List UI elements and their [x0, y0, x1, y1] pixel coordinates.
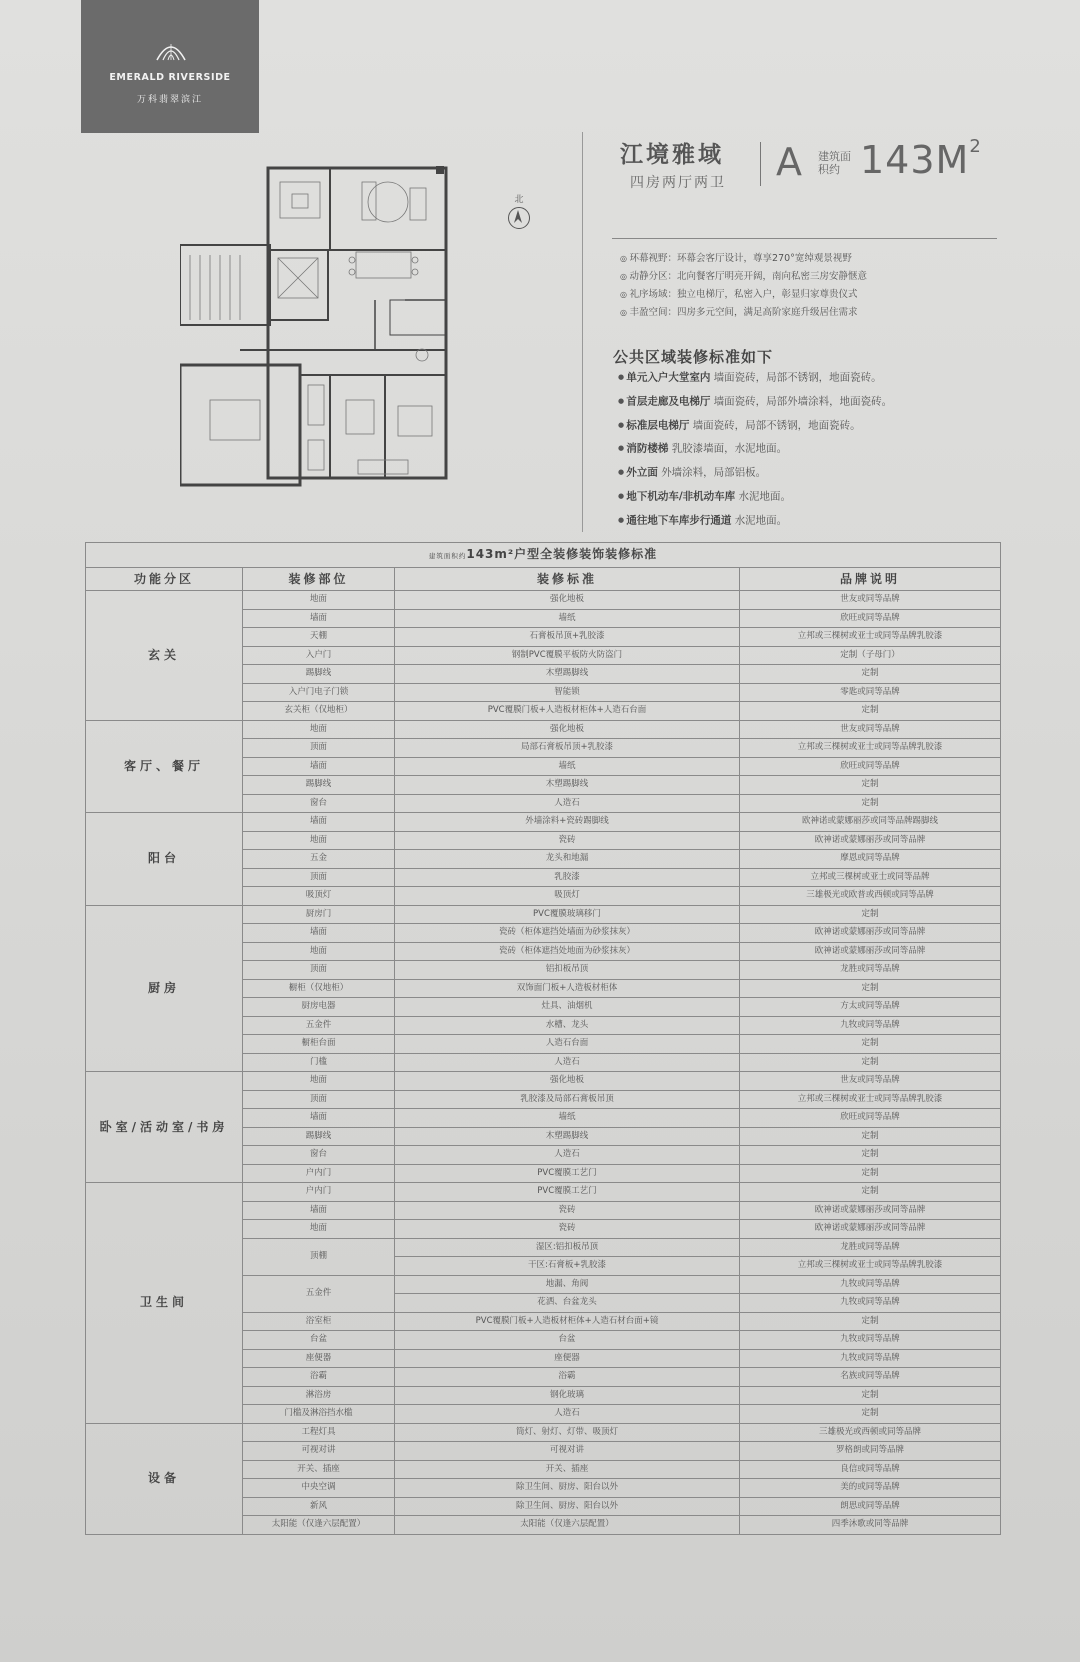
brand-cell: 立邦或三棵树或亚士或同等品牌乳胶漆: [740, 739, 1001, 758]
public-item: ● 首层走廊及电梯厅 墙面瓷砖，局部外墙涂料，地面瓷砖。: [618, 390, 998, 414]
table-caption: [86, 543, 1001, 568]
brand-cell: 欧神诺或蒙娜丽莎或同等品牌: [740, 942, 1001, 961]
part-cell: 入户门: [243, 646, 395, 665]
zone-cell: 卧室/活动室/书房: [86, 1072, 243, 1183]
part-cell: 五金件: [243, 1016, 395, 1035]
standard-cell: 木塑踢脚线: [395, 776, 740, 795]
brand-cell: 定制: [740, 1146, 1001, 1165]
public-item: ● 通往地下车库步行通道 水泥地面。: [618, 509, 998, 533]
standard-cell: 双饰面门板+人造板材柜体: [395, 979, 740, 998]
brand-cell: 名族或同等品牌: [740, 1368, 1001, 1387]
part-cell: 天棚: [243, 628, 395, 647]
part-cell: 地面: [243, 831, 395, 850]
table-row: [86, 905, 1001, 924]
part-cell: 窗台: [243, 794, 395, 813]
standard-cell: 瓷砖: [395, 1220, 740, 1239]
table-row: [86, 1183, 1001, 1202]
part-cell: 顶面: [243, 868, 395, 887]
brand-cell: 摩恩或同等品牌: [740, 850, 1001, 869]
part-cell: 门槛: [243, 1053, 395, 1072]
highlight-item: ◎ 礼序场域：独立电梯厅，私密入户，彰显归家尊贵仪式: [620, 286, 1000, 304]
brand-cell: 定制: [740, 979, 1001, 998]
header-cell: 装修标准: [395, 568, 740, 591]
part-cell: 台盆: [243, 1331, 395, 1350]
brand-cell: 龙胜或同等品牌: [740, 1238, 1001, 1257]
standard-cell: 强化地板: [395, 1072, 740, 1091]
public-area-list: [618, 366, 998, 533]
table-caption-row: [86, 543, 1001, 568]
brand-cell: 欧神诺或蒙娜丽莎或同等品牌: [740, 831, 1001, 850]
divider-vertical: [582, 132, 583, 532]
standard-cell: 浴霸: [395, 1368, 740, 1387]
brand-cell: 零匙或同等品牌: [740, 683, 1001, 702]
part-cell: 厨房电器: [243, 998, 395, 1017]
standard-cell: 强化地板: [395, 720, 740, 739]
brand-cell: 定制: [740, 702, 1001, 721]
brand-cell: 九牧或同等品牌: [740, 1275, 1001, 1294]
standard-cell: 乳胶漆: [395, 868, 740, 887]
part-cell: 地面: [243, 720, 395, 739]
part-cell: 玄关柜（仅地柜）: [243, 702, 395, 721]
part-cell: 地面: [243, 1220, 395, 1239]
part-cell: 开关、插座: [243, 1460, 395, 1479]
part-cell: 顶面: [243, 739, 395, 758]
standard-cell: 瓷砖: [395, 831, 740, 850]
part-cell: 墙面: [243, 924, 395, 943]
brand-cell: 九牧或同等品牌: [740, 1294, 1001, 1313]
header-cell: 装修部位: [243, 568, 395, 591]
brand-cell: 龙胜或同等品牌: [740, 961, 1001, 980]
zone-cell: 玄关: [86, 591, 243, 721]
highlights-list: [620, 250, 1000, 322]
zone-cell: 厨房: [86, 905, 243, 1072]
standard-cell: 除卫生间、厨房、阳台以外: [395, 1497, 740, 1516]
part-cell: 门槛及淋浴挡水槛: [243, 1405, 395, 1424]
unit-type: A: [776, 140, 802, 184]
standard-cell: 瓷砖（柜体遮挡处墙面为砂浆抹灰）: [395, 924, 740, 943]
standard-cell: PVC覆膜工艺门: [395, 1183, 740, 1202]
part-cell: 踢脚线: [243, 776, 395, 795]
standard-cell: 木塑踢脚线: [395, 1127, 740, 1146]
brand-cell: 立邦或三棵树或亚士或同等品牌乳胶漆: [740, 628, 1001, 647]
part-cell: 地面: [243, 942, 395, 961]
standard-cell: 干区:石膏板+乳胶漆: [395, 1257, 740, 1276]
standard-cell: 石膏板吊顶+乳胶漆: [395, 628, 740, 647]
logo-english: EMERALD RIVERSIDE: [109, 72, 231, 83]
standard-cell: 吸顶灯: [395, 887, 740, 906]
brand-cell: 定制: [740, 1053, 1001, 1072]
brand-cell: 定制: [740, 1183, 1001, 1202]
part-cell: 地面: [243, 1072, 395, 1091]
brand-cell: 世友或同等品牌: [740, 591, 1001, 610]
public-item: ● 外立面 外墙涂料，局部铝板。: [618, 461, 998, 485]
part-cell: 橱柜台面: [243, 1035, 395, 1054]
table-row: [86, 591, 1001, 610]
compass: [504, 192, 534, 232]
standard-cell: 木塑踢脚线: [395, 665, 740, 684]
part-cell: 顶棚: [243, 1238, 395, 1275]
decoration-standard-table: [85, 542, 1001, 1535]
standard-cell: 台盆: [395, 1331, 740, 1350]
standard-cell: 人造石: [395, 1146, 740, 1165]
area-unit: 2: [969, 136, 982, 157]
compass-label: 北: [514, 195, 524, 205]
public-item: ● 标准层电梯厅 墙面瓷砖，局部不锈钢，地面瓷砖。: [618, 414, 998, 438]
north-arrow-icon: [508, 207, 530, 229]
part-cell: 橱柜（仅地柜）: [243, 979, 395, 998]
caption-small: 建筑面积约: [428, 551, 467, 560]
standard-cell: 龙头和地漏: [395, 850, 740, 869]
standard-cell: 人造石: [395, 1053, 740, 1072]
standard-cell: 钢化玻璃: [395, 1386, 740, 1405]
brand-cell: 罗格朗或同等品牌: [740, 1442, 1001, 1461]
area-label: 建筑面积约: [818, 150, 851, 176]
brand-cell: 定制: [740, 1312, 1001, 1331]
part-cell: 五金件: [243, 1275, 395, 1312]
logo-mark-icon: [153, 38, 189, 62]
header-cell: 功能分区: [86, 568, 243, 591]
brand-cell: 三雄极光或西顿或同等品牌: [740, 1423, 1001, 1442]
standard-cell: 灶具、油烟机: [395, 998, 740, 1017]
standard-cell: PVC覆膜玻璃移门: [395, 905, 740, 924]
standard-cell: 座便器: [395, 1349, 740, 1368]
standard-cell: 人造石台面: [395, 1035, 740, 1054]
part-cell: 踢脚线: [243, 665, 395, 684]
part-cell: 可视对讲: [243, 1442, 395, 1461]
brand-cell: 欧神诺或蒙娜丽莎或同等品牌: [740, 1201, 1001, 1220]
brand-cell: 欣旺或同等品牌: [740, 757, 1001, 776]
standard-cell: PVC覆膜门板+人造板材柜体+人造石台面: [395, 702, 740, 721]
part-cell: 墙面: [243, 1201, 395, 1220]
part-cell: 太阳能（仅逢六层配置）: [243, 1516, 395, 1535]
zone-cell: 设备: [86, 1423, 243, 1534]
standard-cell: 可视对讲: [395, 1442, 740, 1461]
highlight-item: ◎ 丰盈空间：四房多元空间，满足高阶家庭升级居住需求: [620, 304, 1000, 322]
standard-cell: 钢制PVC覆膜平板防火防盗门: [395, 646, 740, 665]
standard-cell: 乳胶漆及局部石膏板吊顶: [395, 1090, 740, 1109]
brand-cell: 定制: [740, 1164, 1001, 1183]
brand-cell: 定制: [740, 905, 1001, 924]
brand-cell: 三雄极光或欧普或西顿或同等品牌: [740, 887, 1001, 906]
standard-cell: 开关、插座: [395, 1460, 740, 1479]
part-cell: 淋浴房: [243, 1386, 395, 1405]
brand-cell: 欧神诺或蒙娜丽莎或同等品牌踢脚线: [740, 813, 1001, 832]
title-divider: [760, 142, 761, 186]
table-row: [86, 1423, 1001, 1442]
standard-cell: PVC覆膜门板+人造板材柜体+人造石材台面+镜: [395, 1312, 740, 1331]
public-item: ● 单元入户大堂室内 墙面瓷砖，局部不锈钢，地面瓷砖。: [618, 366, 998, 390]
brand-cell: 欣旺或同等品牌: [740, 609, 1001, 628]
table-header-row: [86, 568, 1001, 591]
brand-cell: 定制: [740, 1386, 1001, 1405]
brand-cell: 四季沐歌或同等品牌: [740, 1516, 1001, 1535]
part-cell: 户内门: [243, 1164, 395, 1183]
brand-cell: 美的或同等品牌: [740, 1479, 1001, 1498]
highlight-item: ◎ 动静分区：北向餐客厅明亮开阔，南向私密三房安静惬意: [620, 268, 1000, 286]
part-cell: 墙面: [243, 1109, 395, 1128]
public-item: ● 地下机动车/非机动车库 水泥地面。: [618, 485, 998, 509]
standard-cell: 外墙涂料+瓷砖踢脚线: [395, 813, 740, 832]
standard-cell: PVC覆膜工艺门: [395, 1164, 740, 1183]
part-cell: 顶面: [243, 961, 395, 980]
highlight-item: ◎ 环幕视野：环幕会客厅设计，尊享270°宽绰观景视野: [620, 250, 1000, 268]
standard-cell: 瓷砖: [395, 1201, 740, 1220]
standard-cell: 湿区:铝扣板吊顶: [395, 1238, 740, 1257]
logo-chinese: 万科翡翠滨江: [136, 95, 203, 105]
part-cell: 墙面: [243, 813, 395, 832]
table-row: [86, 813, 1001, 832]
brand-cell: 欧神诺或蒙娜丽莎或同等品牌: [740, 1220, 1001, 1239]
part-cell: 工程灯具: [243, 1423, 395, 1442]
brand-cell: 方太或同等品牌: [740, 998, 1001, 1017]
public-item: ● 消防楼梯 乳胶漆墙面，水泥地面。: [618, 437, 998, 461]
part-cell: 墙面: [243, 609, 395, 628]
brand-cell: 定制（子母门）: [740, 646, 1001, 665]
standard-cell: 铝扣板吊顶: [395, 961, 740, 980]
zone-cell: 阳台: [86, 813, 243, 906]
divider-horizontal: [612, 238, 997, 239]
standard-cell: 人造石: [395, 1405, 740, 1424]
part-cell: 地面: [243, 591, 395, 610]
area-value: [860, 138, 982, 182]
part-cell: 顶面: [243, 1090, 395, 1109]
area-number: 143M: [860, 138, 970, 182]
standard-cell: 墙纸: [395, 1109, 740, 1128]
part-cell: 踢脚线: [243, 1127, 395, 1146]
part-cell: 座便器: [243, 1349, 395, 1368]
table-row: [86, 1072, 1001, 1091]
standard-cell: 墙纸: [395, 757, 740, 776]
standard-cell: 地漏、角阀: [395, 1275, 740, 1294]
standard-cell: 强化地板: [395, 591, 740, 610]
part-cell: 厨房门: [243, 905, 395, 924]
standard-cell: 墙纸: [395, 609, 740, 628]
header-cell: 品牌说明: [740, 568, 1001, 591]
brand-logo: [81, 0, 259, 133]
part-cell: 窗台: [243, 1146, 395, 1165]
zone-cell: 客厅、餐厅: [86, 720, 243, 813]
brand-cell: 欧神诺或蒙娜丽莎或同等品牌: [740, 924, 1001, 943]
standard-cell: 局部石膏板吊顶+乳胶漆: [395, 739, 740, 758]
brand-cell: 欣旺或同等品牌: [740, 1109, 1001, 1128]
brand-cell: 世友或同等品牌: [740, 1072, 1001, 1091]
floor-plan-drawing: [180, 160, 480, 520]
brand-cell: 九牧或同等品牌: [740, 1331, 1001, 1350]
brand-cell: 定制: [740, 1035, 1001, 1054]
part-cell: 入户门电子门锁: [243, 683, 395, 702]
standard-cell: 除卫生间、厨房、阳台以外: [395, 1479, 740, 1498]
standard-cell: 花洒、台盆龙头: [395, 1294, 740, 1313]
table-row: [86, 720, 1001, 739]
brand-cell: 定制: [740, 1405, 1001, 1424]
unit-layout: 四房两厅两卫: [630, 175, 726, 191]
standard-cell: 人造石: [395, 794, 740, 813]
brand-cell: 世友或同等品牌: [740, 720, 1001, 739]
part-cell: 墙面: [243, 757, 395, 776]
standard-cell: 瓷砖（柜体遮挡处地面为砂浆抹灰）: [395, 942, 740, 961]
brand-cell: 九牧或同等品牌: [740, 1016, 1001, 1035]
brand-cell: 定制: [740, 794, 1001, 813]
brand-cell: 定制: [740, 665, 1001, 684]
brand-cell: 九牧或同等品牌: [740, 1349, 1001, 1368]
part-cell: 户内门: [243, 1183, 395, 1202]
part-cell: 中央空调: [243, 1479, 395, 1498]
part-cell: 浴霸: [243, 1368, 395, 1387]
brand-cell: 定制: [740, 1127, 1001, 1146]
caption-text: 143m²户型全装修装饰装修标准: [466, 546, 658, 561]
part-cell: 吸顶灯: [243, 887, 395, 906]
public-area-title: 公共区域装修标准如下: [613, 348, 774, 366]
brand-cell: 立邦或三棵树或亚士或同等品牌乳胶漆: [740, 1257, 1001, 1276]
part-cell: 新风: [243, 1497, 395, 1516]
standard-cell: 水槽、龙头: [395, 1016, 740, 1035]
brand-cell: 立邦或三棵树或亚士或同等品牌乳胶漆: [740, 1090, 1001, 1109]
standard-cell: 筒灯、射灯、灯带、吸顶灯: [395, 1423, 740, 1442]
standard-cell: 智能锁: [395, 683, 740, 702]
standard-cell: 太阳能（仅逢六层配置）: [395, 1516, 740, 1535]
unit-title: 江境雅域: [620, 142, 724, 168]
brand-cell: 良信或同等品牌: [740, 1460, 1001, 1479]
part-cell: 五金: [243, 850, 395, 869]
brand-cell: 立邦或三棵树或亚士或同等品牌: [740, 868, 1001, 887]
part-cell: 浴室柜: [243, 1312, 395, 1331]
brand-cell: 朗思或同等品牌: [740, 1497, 1001, 1516]
zone-cell: 卫生间: [86, 1183, 243, 1424]
brand-cell: 定制: [740, 776, 1001, 795]
